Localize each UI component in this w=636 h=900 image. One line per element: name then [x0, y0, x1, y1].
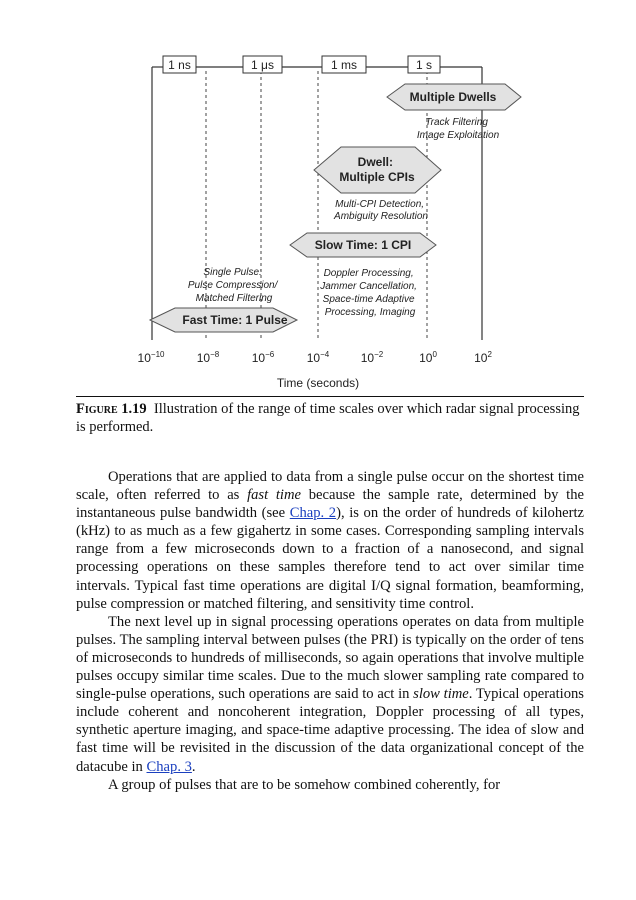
time-box-ms-label: 1 ms — [330, 58, 358, 72]
x-axis-label: Time (seconds) — [276, 376, 360, 390]
paragraph-3 — [76, 776, 584, 794]
emphasis-fast-time: fast time — [247, 487, 302, 504]
caption-rule — [76, 396, 584, 397]
dwell-note: Multi-CPI Detection, Ambiguity Resolution — [334, 199, 428, 222]
paragraph-text: because the sample rate, determined by the instantaneous pulse bandwidth (see — [76, 487, 584, 522]
tick-label: $10^2$ — [474, 350, 492, 365]
paragraph-text: A group of pulses that are to be somehow combined coherently, for — [108, 776, 501, 793]
tick-label: $10^{-2}$ — [360, 350, 384, 365]
dwell-label: Dwell: Multiple CPIs — [339, 155, 415, 184]
paragraph-text: Operations that are applied to data from a single pulse occur on the shortest time scale, often referred to as — [76, 469, 584, 504]
tick-label: $10^{-8}$ — [196, 350, 220, 365]
caption-label: Figure — [76, 401, 118, 417]
dwells-note: Track Filtering Image Exploitation — [416, 117, 500, 141]
tick-label: $10^{-4}$ — [306, 350, 330, 365]
time-scale-figure — [0, 0, 636, 396]
paragraph-text: . Typical operations include coherent and noncoherent integration, Doppler processing of all types, synthetic aperture imaging, and space-time adaptive processing. The idea of slow and fast time will be revisited in the discussion of the data organizational concept of the datacube in — [76, 686, 584, 775]
body-text — [76, 468, 584, 794]
caption-number: 1.19 — [121, 401, 147, 417]
time-box-ns-label: 1 ns — [168, 58, 191, 72]
paragraph-2 — [76, 613, 584, 776]
fast-time-label: Fast Time: 1 Pulse — [182, 313, 288, 327]
tick-label: $10^{-10}$ — [137, 350, 165, 365]
multiple-dwells-label: Multiple Dwells — [409, 90, 497, 104]
caption-text: Illustration of the range of time scales over which radar signal processing is performed. — [76, 401, 580, 435]
chap-3-link[interactable]: Chap. 3 — [146, 758, 192, 775]
emphasis-slow-time: slow time — [413, 686, 469, 703]
time-box-us-label: 1 μs — [251, 58, 274, 72]
paragraph-text: The next level up in signal processing operations operates on data from multiple pulses. The sampling interval between pulses (the PRI) is typically on the order of tens of microseconds to hundreds of milliseconds, so again operations that involve multiple pulses occupy similar time scales. Due to the much slower sampling rate compared to single-pulse operations, such operations are said to act in — [76, 613, 584, 703]
paragraph-text: . — [191, 758, 196, 775]
chap-2-link[interactable]: Chap. 2 — [289, 505, 337, 522]
figure-caption — [76, 400, 584, 436]
slow-time-note: Doppler Processing, Jammer Cancellation, Space-time Adaptive Processing, Imaging — [320, 268, 417, 318]
time-box-s-label: 1 s — [415, 58, 433, 72]
paragraph-text: ), is on the order of hundreds of kilohertz (kHz) to as much as a few gigahertz in some cases. Corresponding sampling intervals range from a few microseconds down to a fraction of a nanosecond, and signal processing operations on these samples therefore tend to act over similar time intervals. Typical fast time operations are digital I/Q signal formation, beamforming, pulse compression or matched filtering, and sensitivity time control. — [76, 505, 585, 612]
tick-label: $10^0$ — [419, 350, 437, 365]
fast-time-note: Single Pulse: Pulse Compression/ Matched Filtering — [187, 267, 278, 304]
paragraph-1 — [76, 468, 584, 613]
tick-label: $10^{-6}$ — [251, 350, 275, 365]
slow-time-label: Slow Time: 1 CPI — [314, 238, 412, 252]
